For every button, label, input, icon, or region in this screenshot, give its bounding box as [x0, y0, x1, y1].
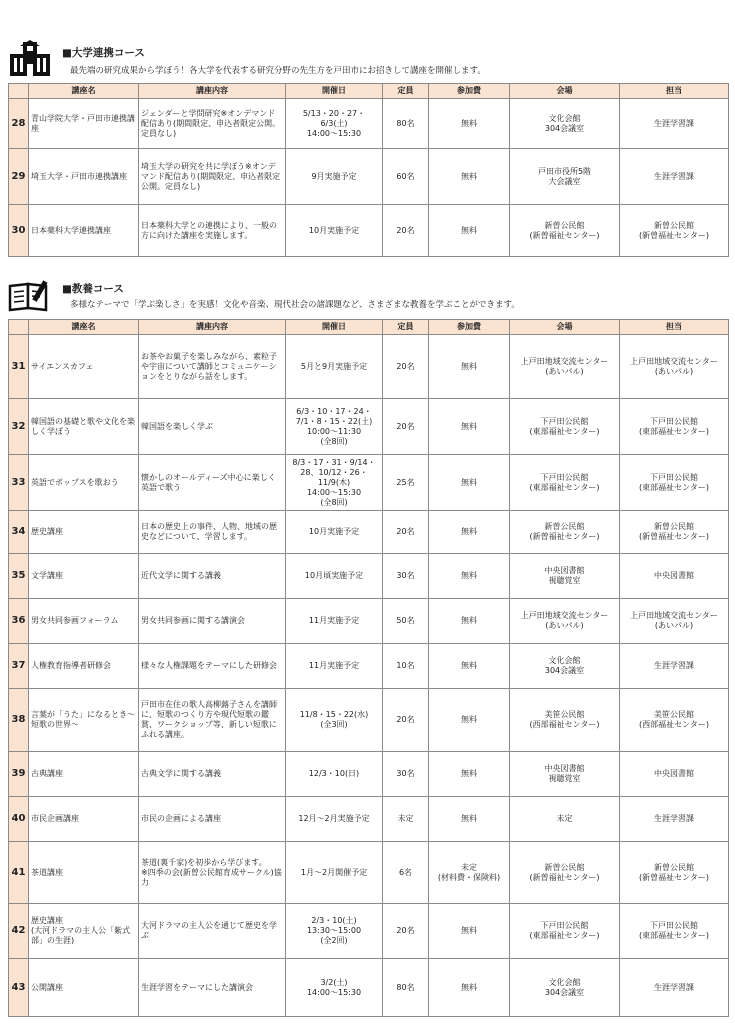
university-section-header: [8, 40, 728, 80]
table-row: [9, 842, 729, 904]
course-number: 32: [9, 399, 29, 455]
column-header: 担当: [620, 84, 729, 99]
course-staff: 新曽公民館 (新曽福祉センター): [620, 205, 729, 257]
course-content: 生涯学習をテーマにした講演会: [139, 959, 286, 1017]
course-staff: 新曽公民館 (新曽福祉センター): [620, 842, 729, 904]
course-content: 様々な人権課題をテーマにした研修会: [139, 644, 286, 689]
course-content: 大河ドラマの主人公を通じて歴史を学ぶ: [139, 904, 286, 959]
table-row: [9, 335, 729, 399]
course-fee: 無料: [429, 689, 510, 752]
course-fee: 無料: [429, 752, 510, 797]
course-number: 31: [9, 335, 29, 399]
course-date: 9月実施予定: [286, 149, 383, 205]
course-content: 戸田市在住の歌人高柳蕗子さんを講師に、短歌のつくり方や現代短歌の鑑賞、ワークショップ等、新しい短歌にふれる講座。: [139, 689, 286, 752]
course-venue: 下戸田公民館 (東部福祉センター): [510, 399, 620, 455]
course-staff: 生涯学習課: [620, 797, 729, 842]
table-row: [9, 599, 729, 644]
course-fee: 未定 (材料費・保険料): [429, 842, 510, 904]
course-staff: 下戸田公民館 (東部福祉センター): [620, 399, 729, 455]
course-capacity: 20名: [383, 511, 429, 554]
course-venue: 下戸田公民館 (東部福祉センター): [510, 455, 620, 511]
course-venue: 上戸田地域交流センター (あいパル): [510, 335, 620, 399]
course-number: 38: [9, 689, 29, 752]
table-row: [9, 149, 729, 205]
course-content: 日本の歴史上の事件、人物、地域の歴史などについて、学習します。: [139, 511, 286, 554]
course-name: 人権教育指導者研修会: [29, 644, 139, 689]
course-fee: 無料: [429, 399, 510, 455]
course-date: 1月～2月開催予定: [286, 842, 383, 904]
course-staff: 中央図書館: [620, 554, 729, 599]
course-capacity: 80名: [383, 959, 429, 1017]
course-date: 5/13・20・27・ 6/3(土) 14:00～15:30: [286, 99, 383, 149]
course-fee: 無料: [429, 511, 510, 554]
course-date: 10月頃実施予定: [286, 554, 383, 599]
course-content: 日本薬科大学との連携により、一般の方に向けた講座を実施します。: [139, 205, 286, 257]
course-fee: 無料: [429, 99, 510, 149]
course-name: 文学講座: [29, 554, 139, 599]
course-name: 英語でポップスを歌おう: [29, 455, 139, 511]
course-staff: 新曽公民館 (新曽福祉センター): [620, 511, 729, 554]
course-capacity: 30名: [383, 554, 429, 599]
course-number: 29: [9, 149, 29, 205]
course-date: 6/3・10・17・24・ 7/1・8・15・22(土) 10:00～11:30 (全8回): [286, 399, 383, 455]
course-fee: 無料: [429, 455, 510, 511]
course-number: 36: [9, 599, 29, 644]
course-capacity: 20名: [383, 205, 429, 257]
course-date: 3/2(土) 14:00～15:30: [286, 959, 383, 1017]
course-name: 青山学院大学・戸田市連携講座: [29, 99, 139, 149]
column-header: 講座内容: [139, 320, 286, 335]
table-row: [9, 455, 729, 511]
course-capacity: 50名: [383, 599, 429, 644]
course-date: 10月実施予定: [286, 205, 383, 257]
column-header: [9, 320, 29, 335]
course-name: 歴史講座 (大河ドラマの主人公「紫式部」の生涯): [29, 904, 139, 959]
course-venue: 中央図書館 視聴覚室: [510, 554, 620, 599]
course-number: 37: [9, 644, 29, 689]
course-content: ジェンダーと学問研究※オンデマンド配信あり(期間限定、申込者限定公開。定員なし): [139, 99, 286, 149]
course-venue: 文化会館 304会議室: [510, 644, 620, 689]
course-venue: 中央図書館 視聴覚室: [510, 752, 620, 797]
course-date: 12月～2月実施予定: [286, 797, 383, 842]
table-row: [9, 399, 729, 455]
course-fee: 無料: [429, 644, 510, 689]
course-fee: 無料: [429, 205, 510, 257]
course-venue: 未定: [510, 797, 620, 842]
course-capacity: 20名: [383, 399, 429, 455]
table-header-row: [9, 84, 729, 99]
course-capacity: 25名: [383, 455, 429, 511]
course-number: 40: [9, 797, 29, 842]
course-fee: 無料: [429, 149, 510, 205]
section-subtitle: 最先端の研究成果から学ぼう！各大学を代表する研究分野の先生方を戸田市にお招きして講座を開催します。: [70, 66, 486, 76]
course-number: 30: [9, 205, 29, 257]
course-date: 11/8・15・22(水) (全3回): [286, 689, 383, 752]
course-name: 男女共同参画フォーラム: [29, 599, 139, 644]
course-name: 埼玉大学・戸田市連携講座: [29, 149, 139, 205]
table-row: [9, 511, 729, 554]
course-date: 11月実施予定: [286, 599, 383, 644]
course-capacity: 6名: [383, 842, 429, 904]
column-header: 定員: [383, 320, 429, 335]
course-venue: 新曽公民館 (新曽福祉センター): [510, 511, 620, 554]
course-name: 韓国語の基礎と歌や文化を楽しく学ぼう: [29, 399, 139, 455]
course-staff: 生涯学習課: [620, 99, 729, 149]
course-name: 茶道講座: [29, 842, 139, 904]
course-number: 41: [9, 842, 29, 904]
course-number: 34: [9, 511, 29, 554]
column-header: 開催日: [286, 320, 383, 335]
course-name: 市民企画講座: [29, 797, 139, 842]
course-capacity: 未定: [383, 797, 429, 842]
table-row: [9, 797, 729, 842]
course-date: 11月実施予定: [286, 644, 383, 689]
course-fee: 無料: [429, 599, 510, 644]
course-date: 12/3・10(日): [286, 752, 383, 797]
course-staff: 生涯学習課: [620, 644, 729, 689]
course-staff: 生涯学習課: [620, 959, 729, 1017]
course-capacity: 20名: [383, 904, 429, 959]
course-date: 2/3・10(土) 13:30～15:00 (全2回): [286, 904, 383, 959]
course-capacity: 80名: [383, 99, 429, 149]
course-capacity: 10名: [383, 644, 429, 689]
table-header-row: [9, 320, 729, 335]
course-staff: 中央図書館: [620, 752, 729, 797]
section-title: ■大学連携コース: [62, 47, 145, 59]
course-staff: 美笹公民館 (西部福祉センター): [620, 689, 729, 752]
course-staff: 下戸田公民館 (東部福祉センター): [620, 455, 729, 511]
course-name: サイエンスカフェ: [29, 335, 139, 399]
course-venue: 文化会館 304会議室: [510, 959, 620, 1017]
course-fee: 無料: [429, 797, 510, 842]
open-book-pen-icon: [8, 278, 52, 312]
course-number: 28: [9, 99, 29, 149]
course-capacity: 20名: [383, 335, 429, 399]
course-content: 男女共同参画に関する講演会: [139, 599, 286, 644]
course-fee: 無料: [429, 959, 510, 1017]
course-venue: 新曽公民館 (新曽福祉センター): [510, 842, 620, 904]
column-header: 開催日: [286, 84, 383, 99]
course-date: 8/3・17・31・9/14・ 28、10/12・26・ 11/9(木) 14:00～15:30 (全8回): [286, 455, 383, 511]
course-fee: 無料: [429, 335, 510, 399]
table-row: [9, 904, 729, 959]
table-row: [9, 554, 729, 599]
course-staff: 上戸田地域交流センター (あいパル): [620, 599, 729, 644]
course-staff: 生涯学習課: [620, 149, 729, 205]
course-capacity: 30名: [383, 752, 429, 797]
course-date: 5月と9月実施予定: [286, 335, 383, 399]
course-content: 市民の企画による講座: [139, 797, 286, 842]
course-fee: 無料: [429, 554, 510, 599]
university-building-icon: [8, 40, 52, 78]
table-row: [9, 99, 729, 149]
course-staff: 下戸田公民館 (東部福祉センター): [620, 904, 729, 959]
course-venue: 新曽公民館 (新曽福祉センター): [510, 205, 620, 257]
course-venue: 戸田市役所5階 大会議室: [510, 149, 620, 205]
course-date: 10月実施予定: [286, 511, 383, 554]
course-staff: 上戸田地域交流センター (あいパル): [620, 335, 729, 399]
course-content: お茶やお菓子を楽しみながら、素粒子や宇宙について講師とコミュニケーションをとりながら話をします。: [139, 335, 286, 399]
column-header: 定員: [383, 84, 429, 99]
course-capacity: 20名: [383, 689, 429, 752]
section-title: ■教養コース: [62, 283, 124, 295]
table-row: [9, 689, 729, 752]
course-name: 公開講座: [29, 959, 139, 1017]
column-header: [9, 84, 29, 99]
column-header: 講座名: [29, 320, 139, 335]
course-name: 日本薬科大学連携講座: [29, 205, 139, 257]
course-content: 懐かしのオールディーズ中心に楽しく英語で歌う: [139, 455, 286, 511]
course-content: 茶道(裏千家)を初歩から学びます。 ※四季の会(新曽公民館育成サークル)協力: [139, 842, 286, 904]
column-header: 参加費: [429, 320, 510, 335]
course-venue: 上戸田地域交流センター (あいパル): [510, 599, 620, 644]
course-venue: 文化会館 304会議室: [510, 99, 620, 149]
course-capacity: 60名: [383, 149, 429, 205]
course-name: 歴史講座: [29, 511, 139, 554]
liberal-arts-course-table: [8, 319, 729, 1017]
course-venue: 下戸田公民館 (東部福祉センター): [510, 904, 620, 959]
section-subtitle: 多様なテーマで「学ぶ楽しさ」を実感！文化や音楽、現代社会の諸課題など、さまざまな教養を学ぶことができます。: [70, 300, 520, 310]
course-number: 42: [9, 904, 29, 959]
course-fee: 無料: [429, 904, 510, 959]
column-header: 会場: [510, 84, 620, 99]
course-content: 古典文学に関する講義: [139, 752, 286, 797]
column-header: 参加費: [429, 84, 510, 99]
course-number: 39: [9, 752, 29, 797]
table-row: [9, 959, 729, 1017]
course-content: 韓国語を楽しく学ぶ: [139, 399, 286, 455]
table-row: [9, 644, 729, 689]
liberal-arts-section-header: [8, 278, 728, 316]
table-row: [9, 205, 729, 257]
course-number: 43: [9, 959, 29, 1017]
course-name: 言葉が「うた」になるとき～短歌の世界～: [29, 689, 139, 752]
column-header: 講座内容: [139, 84, 286, 99]
course-number: 35: [9, 554, 29, 599]
university-course-table: [8, 83, 729, 257]
course-name: 古典講座: [29, 752, 139, 797]
table-row: [9, 752, 729, 797]
column-header: 会場: [510, 320, 620, 335]
course-content: 近代文学に関する講義: [139, 554, 286, 599]
course-content: 埼玉大学の研究を共に学ぼう※オンデマンド配信あり(期間限定、申込者限定公開。定員なし): [139, 149, 286, 205]
column-header: 講座名: [29, 84, 139, 99]
course-venue: 美笹公民館 (西部福祉センター): [510, 689, 620, 752]
course-number: 33: [9, 455, 29, 511]
column-header: 担当: [620, 320, 729, 335]
